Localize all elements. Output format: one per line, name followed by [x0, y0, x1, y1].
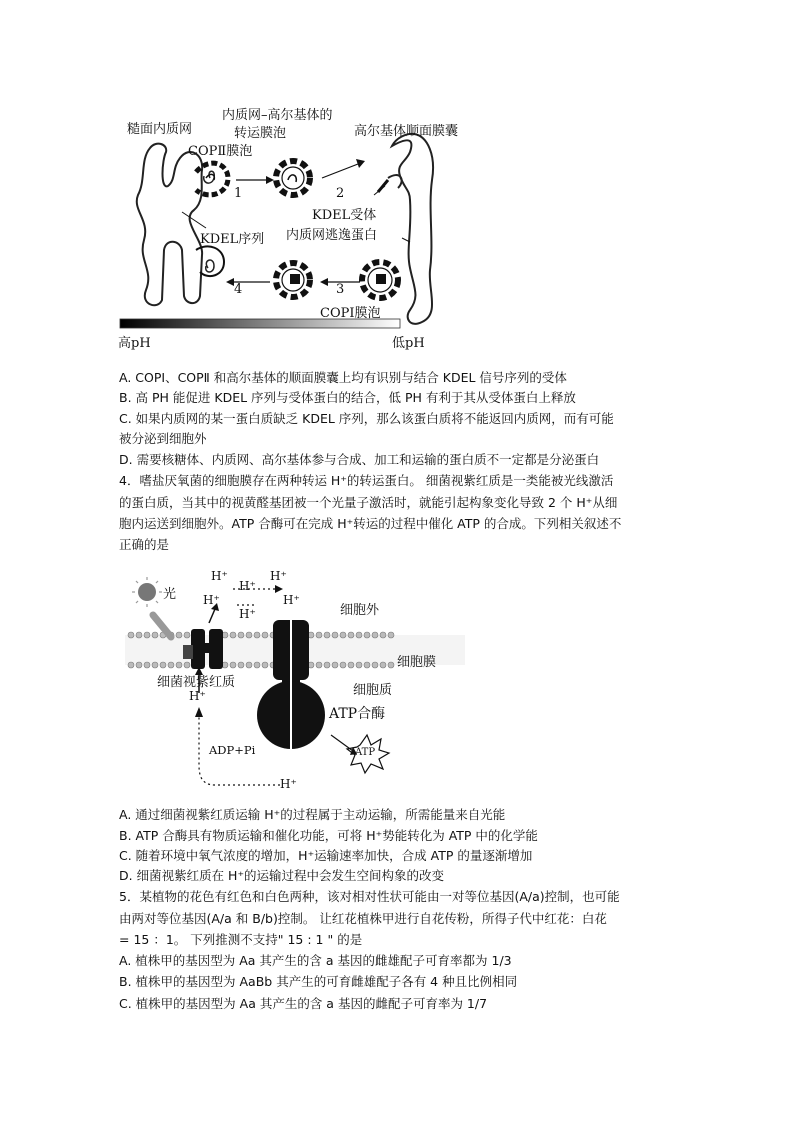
label-rough-er: 糙面内质网: [127, 122, 193, 137]
label-h-plus-6: H⁺: [239, 607, 256, 621]
copi-vesicle-return: [276, 263, 310, 297]
q5-stem-line-1: 5．某植物的花色有红色和白色两种，该对相对性状可能由一对等位基因(A/a)控制，也可能: [119, 889, 620, 904]
label-kdel-sequence: KDEL序列: [200, 232, 265, 247]
cis-golgi-cisterna: [392, 134, 433, 324]
q3-option-d: D. 需要核糖体、内质网、高尔基体参与合成、加工和运输的蛋白质不一定都是分泌蛋白: [119, 452, 600, 467]
arrow-step-4: [226, 278, 270, 286]
q4-stem-line-2: 的蛋白质，当其中的视黄醛基团被一个光量子激活时，就能引起构象变化导致 2 个 H⁺从细: [119, 495, 618, 510]
arrow-step-2: [322, 159, 365, 178]
q4-stem-line-1: 4．嗜盐厌氧菌的细胞膜存在两种转运 H⁺的转运蛋白。 细菌视紫红质是一类能被光线激活: [119, 473, 614, 488]
q3-option-c: C. 如果内质网的某一蛋白质缺乏 KDEL 序列，那么该蛋白质将不能返回内质网，而有可能: [119, 411, 614, 426]
label-h-plus-1: H⁺: [211, 569, 228, 583]
label-light: 光: [163, 587, 177, 602]
er-golgi-transport-vesicle: [276, 161, 310, 195]
q5-option-b: B. 植株甲的基因型为 AaBb 其产生的可育雌雄配子各有 4 种且比例相同: [119, 974, 518, 989]
label-er-golgi-vesicle-line1: 内质网–高尔基体的: [222, 108, 333, 123]
label-copii-vesicle: COPⅡ膜泡: [188, 144, 253, 159]
q5-option-c: C. 植株甲的基因型为 Aa 其产生的含 a 基因的雌配子可育率为 1/7: [119, 996, 488, 1011]
q5-stem-line-2: 由两对等位基因(A/a 和 B/b)控制。 让红花植株甲进行自花传粉，所得子代中红花：白花: [119, 911, 607, 926]
label-cis-golgi: 高尔基体顺面膜囊: [354, 124, 459, 139]
label-h-plus-bottom: H⁺: [280, 777, 297, 791]
rough-er-shape: [137, 144, 202, 306]
q4-option-b: B. ATP 合酶具有物质运输和催化功能，可将 H⁺势能转化为 ATP 中的化学能: [119, 828, 538, 843]
q5-stem-line-3: = 15 ：1。 下列推测不支持" 15 : 1 " 的是: [119, 932, 363, 947]
label-atp: ATP: [355, 747, 376, 758]
label-step-2: 2: [336, 186, 345, 201]
label-cell-membrane: 细胞膜: [397, 655, 437, 670]
q4-option-a: A. 通过细菌视紫红质运输 H⁺的过程属于主动运输，所需能量来自光能: [119, 807, 506, 822]
label-step-3: 3: [336, 282, 345, 297]
label-high-ph: 高pH: [118, 336, 151, 351]
q4-stem-line-4: 正确的是: [119, 537, 170, 552]
label-h-plus-4: H⁺: [203, 593, 220, 607]
label-h-plus-2: H⁺: [270, 569, 287, 583]
q4-option-d: D. 细菌视紫红质在 H⁺的运输过程中会发生空间构象的改变: [119, 868, 445, 883]
q3-option-a: A. COPⅠ、COPⅡ 和高尔基体的顺面膜囊上均有识别与结合 KDEL 信号序列的受体: [119, 370, 567, 385]
q4-option-c: C. 随着环境中氧气浓度的增加，H⁺运输速率加快，合成 ATP 的量逐渐增加: [119, 848, 533, 863]
label-h-plus-cytoplasm: H⁺: [189, 689, 206, 703]
q3-option-b: B. 高 PH 能促进 KDEL 序列与受体蛋白的结合，低 PH 有利于其从受体蛋白上释放: [119, 390, 576, 405]
label-bacteriorhodopsin: 细菌视紫红质: [157, 675, 236, 690]
label-er-golgi-vesicle-line2: 转运膜泡: [234, 126, 287, 141]
label-cytoplasm: 细胞质: [353, 683, 393, 698]
label-atp-synthase: ATP合酶: [329, 706, 386, 722]
label-outside-cell: 细胞外: [340, 603, 380, 618]
label-copi-vesicle: COPⅠ膜泡: [320, 306, 381, 321]
arrow-step-1: [236, 176, 274, 184]
q4-stem-line-3: 胞内运送到细胞外。ATP 合酶可在完成 H⁺转运的过程中催化 ATP 的合成。下列相关叙述不: [119, 516, 622, 531]
label-low-ph: 低pH: [392, 336, 425, 351]
q3-option-c-cont: 被分泌到细胞外: [119, 431, 207, 446]
label-step-4: 4: [234, 282, 243, 297]
q5-option-a: A. 植株甲的基因型为 Aa 其产生的含 a 基因的雌雄配子可育率都为 1/3: [119, 953, 512, 968]
label-h-plus-3: H⁺: [239, 579, 256, 593]
label-step-1: 1: [234, 186, 243, 201]
label-kdel-receptor: KDEL受体: [312, 208, 377, 223]
label-escape-protein: 内质网逃逸蛋白: [286, 228, 378, 243]
figure-er-golgi-transport: [110, 100, 490, 350]
figure-proton-transport: [125, 565, 465, 800]
label-h-plus-5: H⁺: [283, 593, 300, 607]
label-adp-pi: ADP+Pi: [209, 743, 256, 757]
atp-synthase-protein: [257, 595, 325, 785]
